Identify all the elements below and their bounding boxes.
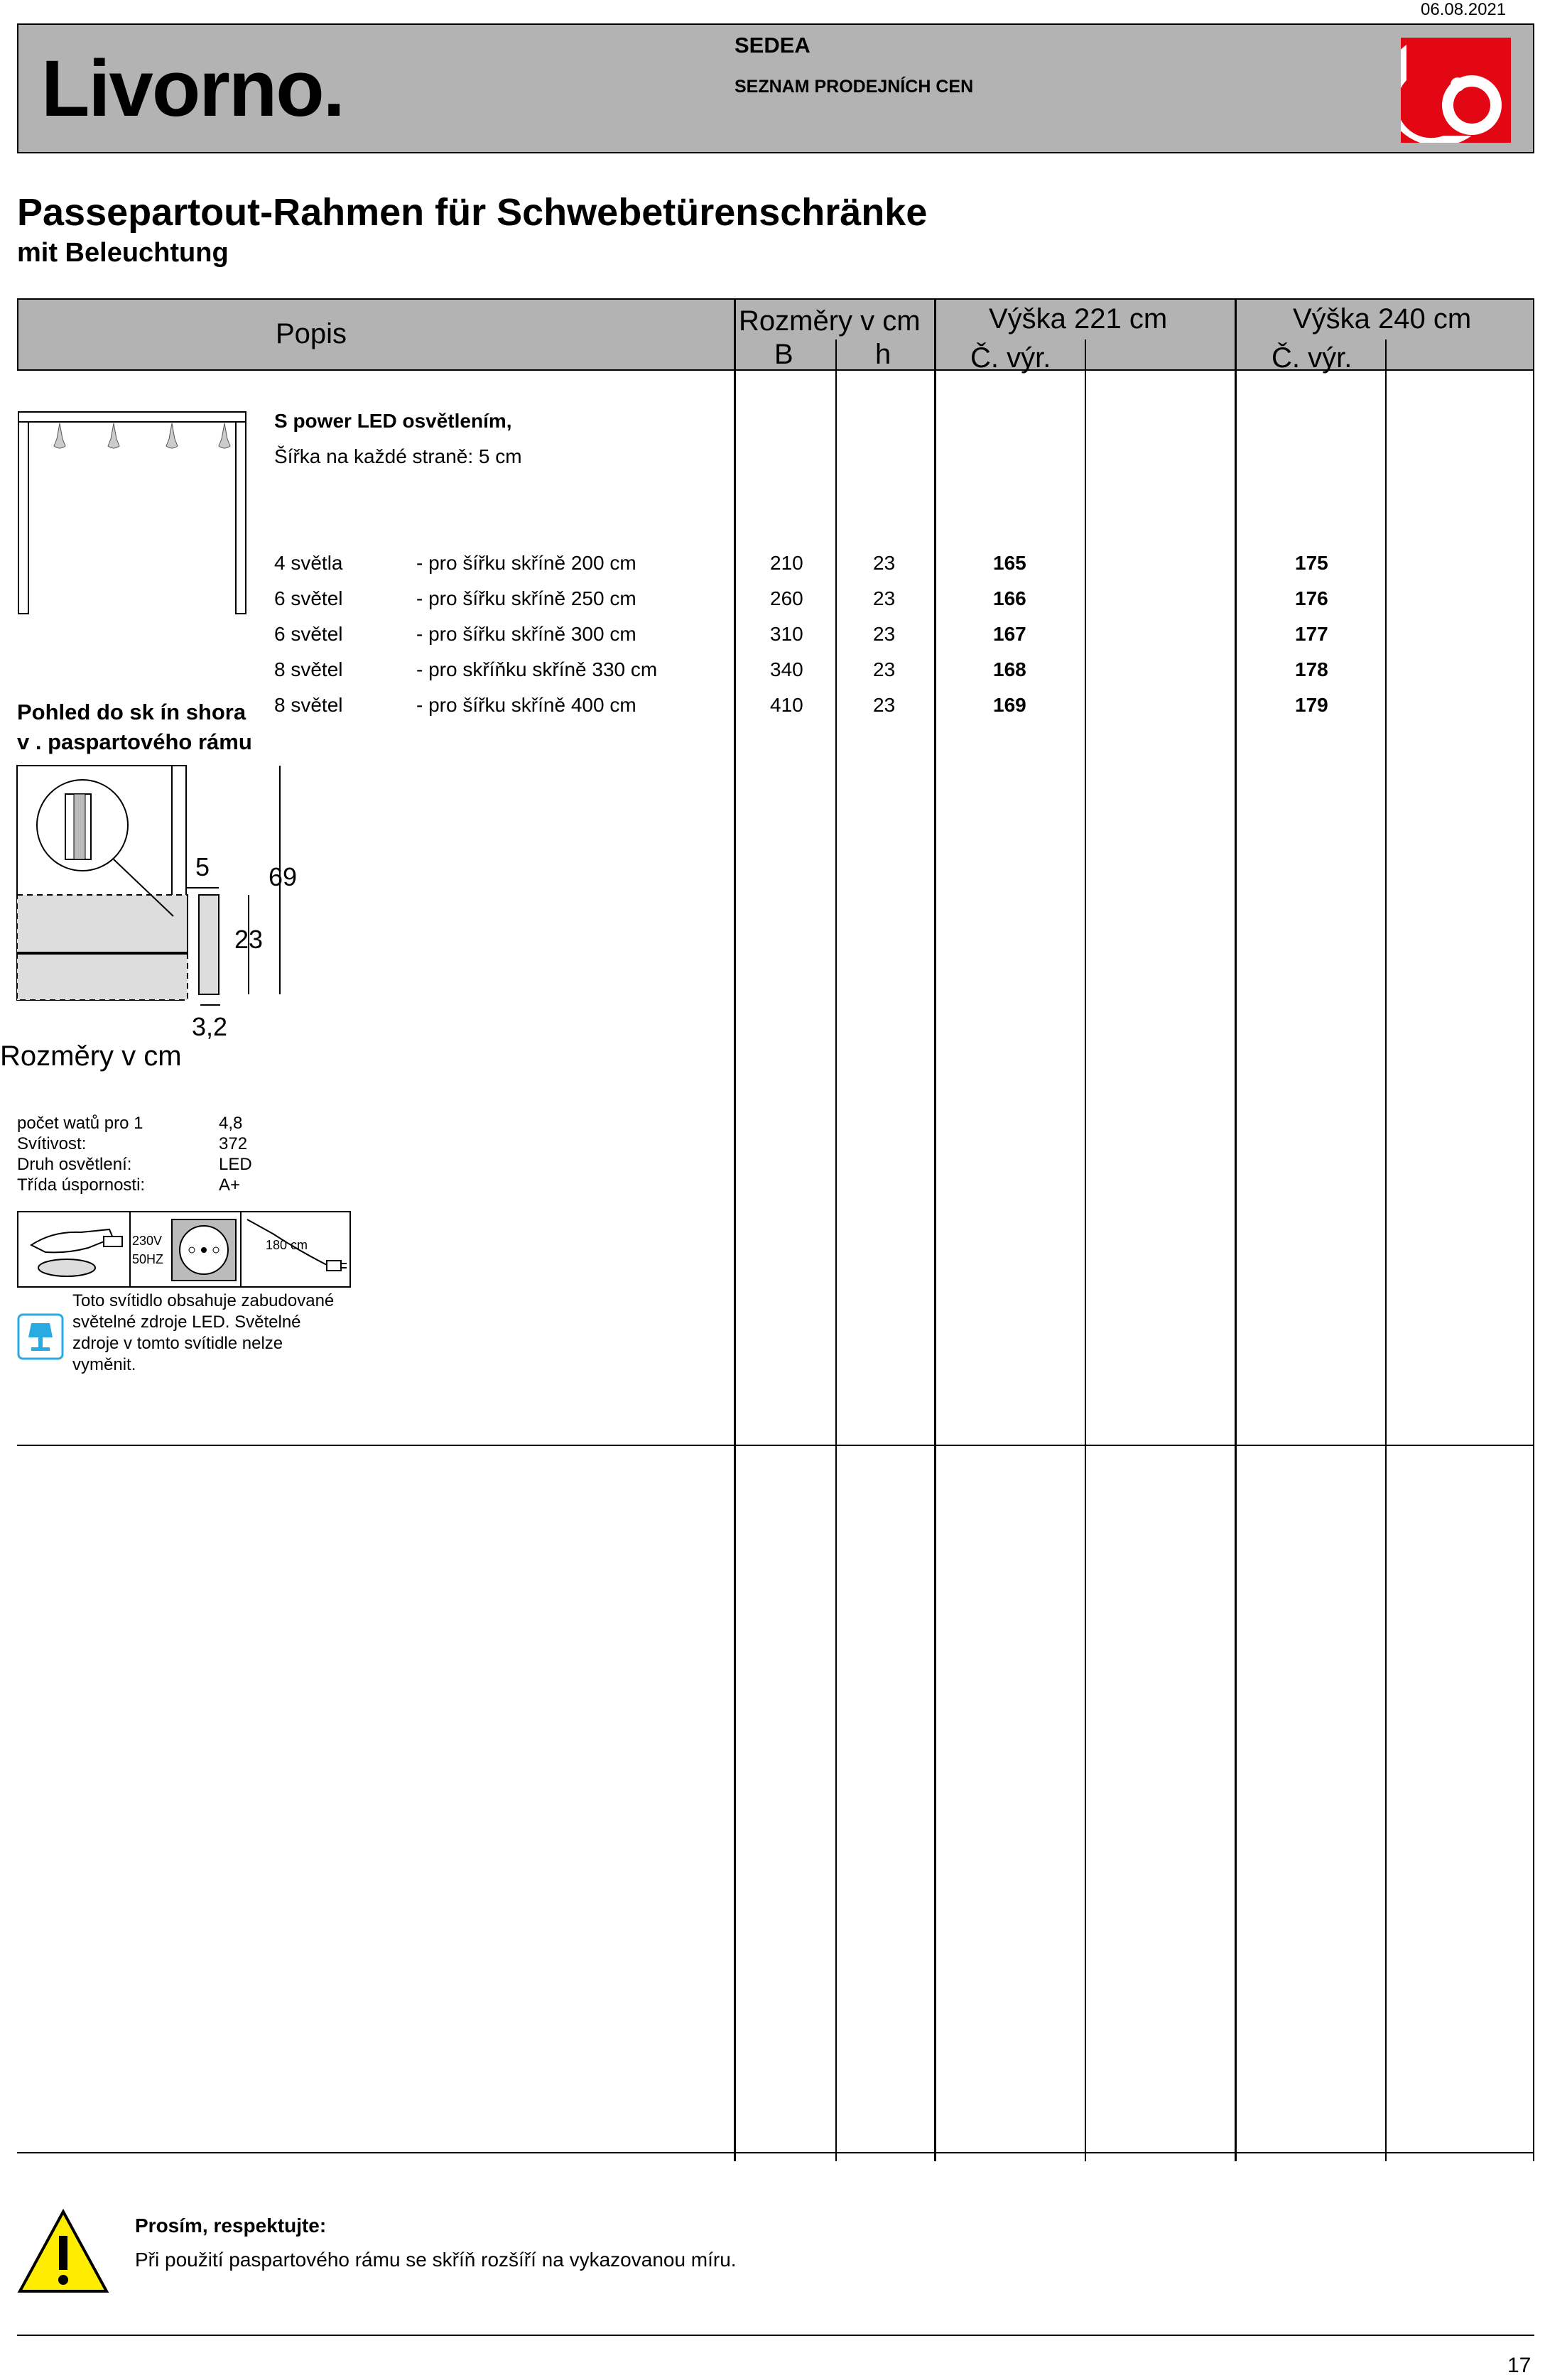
brand-name: Livorno. xyxy=(41,44,344,133)
voltage-label: 230V xyxy=(132,1234,163,1248)
led-note-line: světelné zdroje LED. Světelné xyxy=(72,1313,301,1332)
cable-length-label: 180 cm xyxy=(266,1238,308,1252)
row-lights: 6 světel xyxy=(274,587,343,609)
row-art-221: 169 xyxy=(993,694,1026,716)
document-title: SEZNAM PRODEJNÍCH CEN xyxy=(734,77,974,97)
foot-switch-icon xyxy=(24,1217,124,1283)
desc-width: Šířka na každé straně: 5 cm xyxy=(274,445,522,467)
print-date: 06.08.2021 xyxy=(1421,0,1507,19)
section-drawing xyxy=(14,760,313,1044)
page-number: 17 xyxy=(1507,2354,1532,2377)
row-art-240: 177 xyxy=(1295,623,1328,645)
frame-illustration xyxy=(17,411,266,616)
dim-23: 23 xyxy=(234,925,264,954)
company-name: SEDEA xyxy=(734,33,811,58)
electrical-info-box xyxy=(17,1211,351,1288)
row-h: 23 xyxy=(873,623,896,645)
row-lights: 8 světel xyxy=(274,658,343,680)
row-art-221: 167 xyxy=(993,623,1026,645)
col-vyska-240: Výška 240 cm xyxy=(1293,303,1472,335)
spec-label: Druh osvětlení: xyxy=(17,1155,132,1174)
grid-line xyxy=(1085,339,1086,2161)
col-vyska-221: Výška 221 cm xyxy=(989,303,1168,335)
row-h: 23 xyxy=(873,694,896,716)
col-b: B xyxy=(774,339,793,370)
spec-value: 372 xyxy=(219,1134,248,1153)
spec-label: Svítivost: xyxy=(17,1134,87,1153)
section-divider xyxy=(17,2152,1534,2153)
row-art-240: 178 xyxy=(1295,658,1328,680)
spec-value: LED xyxy=(219,1155,252,1174)
grid-line xyxy=(1385,339,1387,2161)
grid-line xyxy=(934,298,936,2161)
row-desc: - pro skříňku skříně 330 cm xyxy=(416,658,658,680)
row-art-221: 168 xyxy=(993,658,1026,680)
row-h: 23 xyxy=(873,658,896,680)
grid-line xyxy=(835,339,837,2161)
row-b: 260 xyxy=(770,587,803,609)
row-h: 23 xyxy=(873,552,896,574)
product-title: Passepartout-Rahmen für Schwebetürenschränke xyxy=(17,191,928,234)
row-desc: - pro šířku skříně 400 cm xyxy=(416,694,636,716)
section-divider xyxy=(17,1445,1534,1446)
row-b: 210 xyxy=(770,552,803,574)
col-cvyr-1: Č. výr. xyxy=(970,342,1051,374)
col-rozmery: Rozměry v cm xyxy=(739,305,921,337)
grid-line xyxy=(1235,298,1237,2161)
spec-value: 4,8 xyxy=(219,1114,243,1133)
product-subtitle: mit Beleuchtung xyxy=(17,238,229,268)
row-desc: - pro šířku skříně 300 cm xyxy=(416,623,636,645)
row-lights: 6 světel xyxy=(274,623,343,645)
notice-heading: Prosím, respektujte: xyxy=(135,2215,327,2237)
desc-heading: S power LED osvětlením, xyxy=(274,410,512,432)
spec-label: počet watů pro 1 xyxy=(17,1114,143,1133)
notice-text: Při použití paspartového rámu se skříň rozšíří na vykazovanou míru. xyxy=(135,2249,737,2271)
col-h: h xyxy=(875,339,891,370)
spec-label: Třída úspornosti: xyxy=(17,1175,146,1195)
row-lights: 4 světla xyxy=(274,552,343,574)
row-h: 23 xyxy=(873,587,896,609)
sedea-logo-icon xyxy=(1401,38,1511,143)
row-b: 410 xyxy=(770,694,803,716)
row-art-240: 179 xyxy=(1295,694,1328,716)
lamp-icon xyxy=(17,1313,64,1360)
grid-line xyxy=(1533,298,1534,2161)
grid-line xyxy=(734,298,736,2161)
dim-5: 5 xyxy=(195,852,210,881)
col-cvyr-2: Č. výr. xyxy=(1272,342,1352,374)
row-art-221: 165 xyxy=(993,552,1026,574)
row-art-221: 166 xyxy=(993,587,1026,609)
row-art-240: 176 xyxy=(1295,587,1328,609)
row-desc: - pro šířku skříně 250 cm xyxy=(416,587,636,609)
units-label: Rozměry v cm xyxy=(0,1040,182,1072)
drawing-caption-1: Pohled do sk ín shora xyxy=(17,700,246,724)
row-desc: - pro šířku skříně 200 cm xyxy=(416,552,636,574)
led-note-line: zdroje v tomto svítidle nelze xyxy=(72,1334,283,1353)
row-lights: 8 světel xyxy=(274,694,343,716)
warning-icon xyxy=(17,2209,109,2294)
spec-value: A+ xyxy=(219,1175,241,1195)
box-divider xyxy=(240,1212,242,1286)
drawing-caption-2: v . paspartového rámu xyxy=(17,729,252,754)
dim-3-2: 3,2 xyxy=(192,1012,228,1041)
row-b: 340 xyxy=(770,658,803,680)
socket-icon xyxy=(170,1218,237,1282)
led-note-line: vyměnit. xyxy=(72,1355,136,1374)
box-divider xyxy=(129,1212,131,1286)
footer-divider xyxy=(17,2335,1534,2336)
col-popis: Popis xyxy=(276,318,347,349)
row-art-240: 175 xyxy=(1295,552,1328,574)
frequency-label: 50HZ xyxy=(132,1252,164,1266)
row-b: 310 xyxy=(770,623,803,645)
led-note-line: Toto svítidlo obsahuje zabudované xyxy=(72,1291,335,1310)
dim-69: 69 xyxy=(269,862,298,891)
